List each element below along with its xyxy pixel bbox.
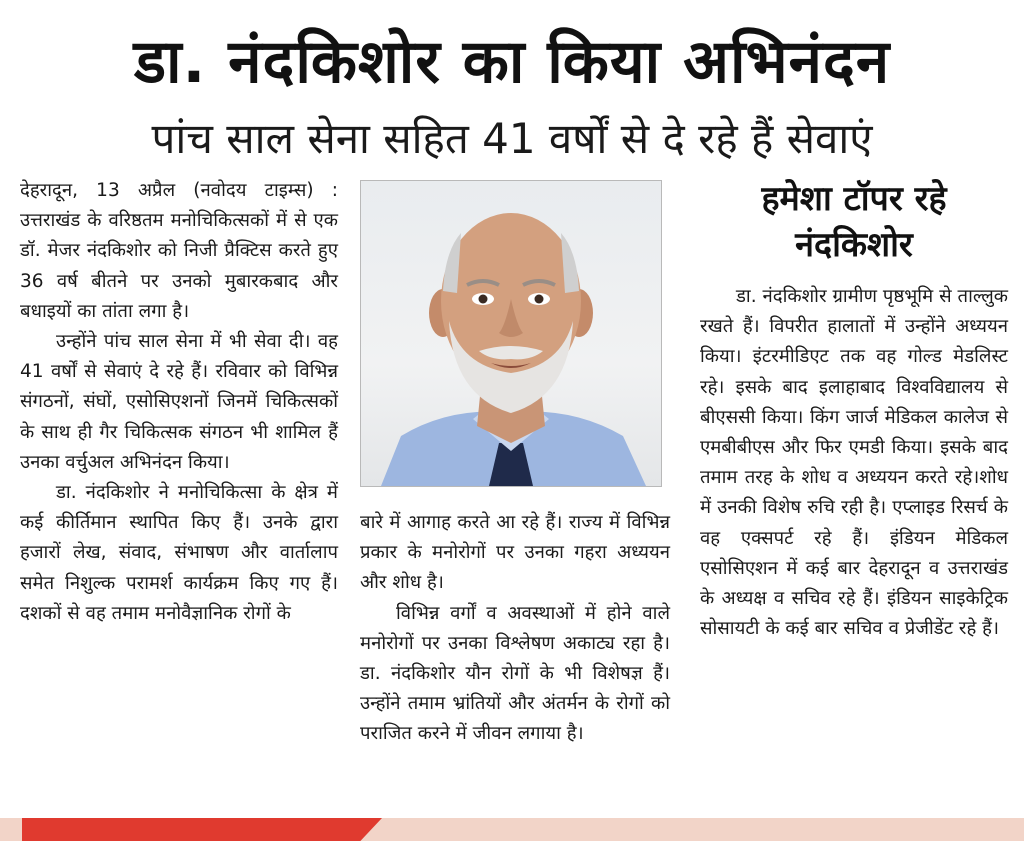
article-column-2 [360,508,670,750]
paragraph: डा. नंदकिशोर ग्रामीण पृष्ठभूमि से ताल्लुक रखते हैं। विपरीत हालातों में उन्होंने अध्ययन किया। इंटरमीडिएट तक वह गोल्ड मेडलिस्ट रहे। इसके बाद इलाहाबाद विश्वविद्यालय से बीएससी किया। किंग जार्ज मेडिकल कालेज से एमबीबीएस और फिर एमडी किया। इसके बाद तमाम तरह के शोध व अध्ययन करते रहे।शोध में उनकी विशेष रुचि रही है। एप्लाइड रिसर्च के वह एक्सपर्ट रहे हैं। इंडियन मेडिकल एसोसिएशन में कई बार देहरादून व उत्तराखंड के अध्यक्ष व सचिव रहे हैं। इंडियन साइकेट्रिक सोसायटी के कई बार सचिव व प्रेजीडेंट रहे हैं। [700,286,1008,640]
paragraph: देहरादून, 13 अप्रैल (नवोदय टाइम्स) : उत्तराखंड के वरिष्ठतम मनोचिकित्सकों में से एक डॉ. मेजर नंदकिशोर को निजी प्रैक्टिस करते हुए 36 वर्ष बीतने पर उनको मुबारकबाद और बधाइयों का तांता लगा है। [20,180,338,322]
paragraph: विभिन्न वर्गों व अवस्थाओं में होने वाले मनोरोगों पर उनका विश्लेषण अकाट्य रहा है। डा. नंदकिशोर यौन रोगों के भी विशेषज्ञ हैं। उन्होंने तमाम भ्रांतियों और अंतर्मन के रोगों को पराजित करने में जीवन लगाया है। [360,602,670,745]
side-headline [700,176,1008,268]
bottom-red-strip [22,818,382,841]
portrait-photo [360,180,662,487]
article-headline: डा. नंदकिशोर का किया अभिनंदन [133,27,891,97]
side-headline-line-2: नंदकिशोर [795,225,913,265]
paragraph: उन्होंने पांच साल सेना में भी सेवा दी। वह 41 वर्षों से सेवाएं दे रहे हैं। रविवार को विभिन्न संगठनों, संघों, एसोसिएशनों जिनमें चिकित्सकों के साथ ही गैर चिकित्सक संगठन भी शामिल हैं उनका वर्चुअल अभिनंदन किया। [20,331,338,473]
article-column-3 [700,282,1008,644]
side-headline-line-1: हमेशा टॉपर रहे [761,179,947,219]
portrait-illustration [361,181,661,486]
paragraph: डा. नंदकिशोर ने मनोचिकित्सा के क्षेत्र में कई कीर्तिमान स्थापित किए हैं। उनके द्वारा हजारों लेख, संवाद, संभाषण और वार्तालाप समेत निशुल्क परामर्श कार्यक्रम किए गए हैं। दशकों से वह तमाम मनोवैज्ञानिक रोगों के [20,482,338,624]
article-column-1 [20,176,338,629]
article-subheadline: पांच साल सेना सहित 41 वर्षों से दे रहे हैं सेवाएं [151,114,873,163]
paragraph: बारे में आगाह करते आ रहे हैं। राज्य में विभिन्न प्रकार के मनोरोगों पर उनका गहरा अध्ययन और शोध है। [360,512,670,594]
